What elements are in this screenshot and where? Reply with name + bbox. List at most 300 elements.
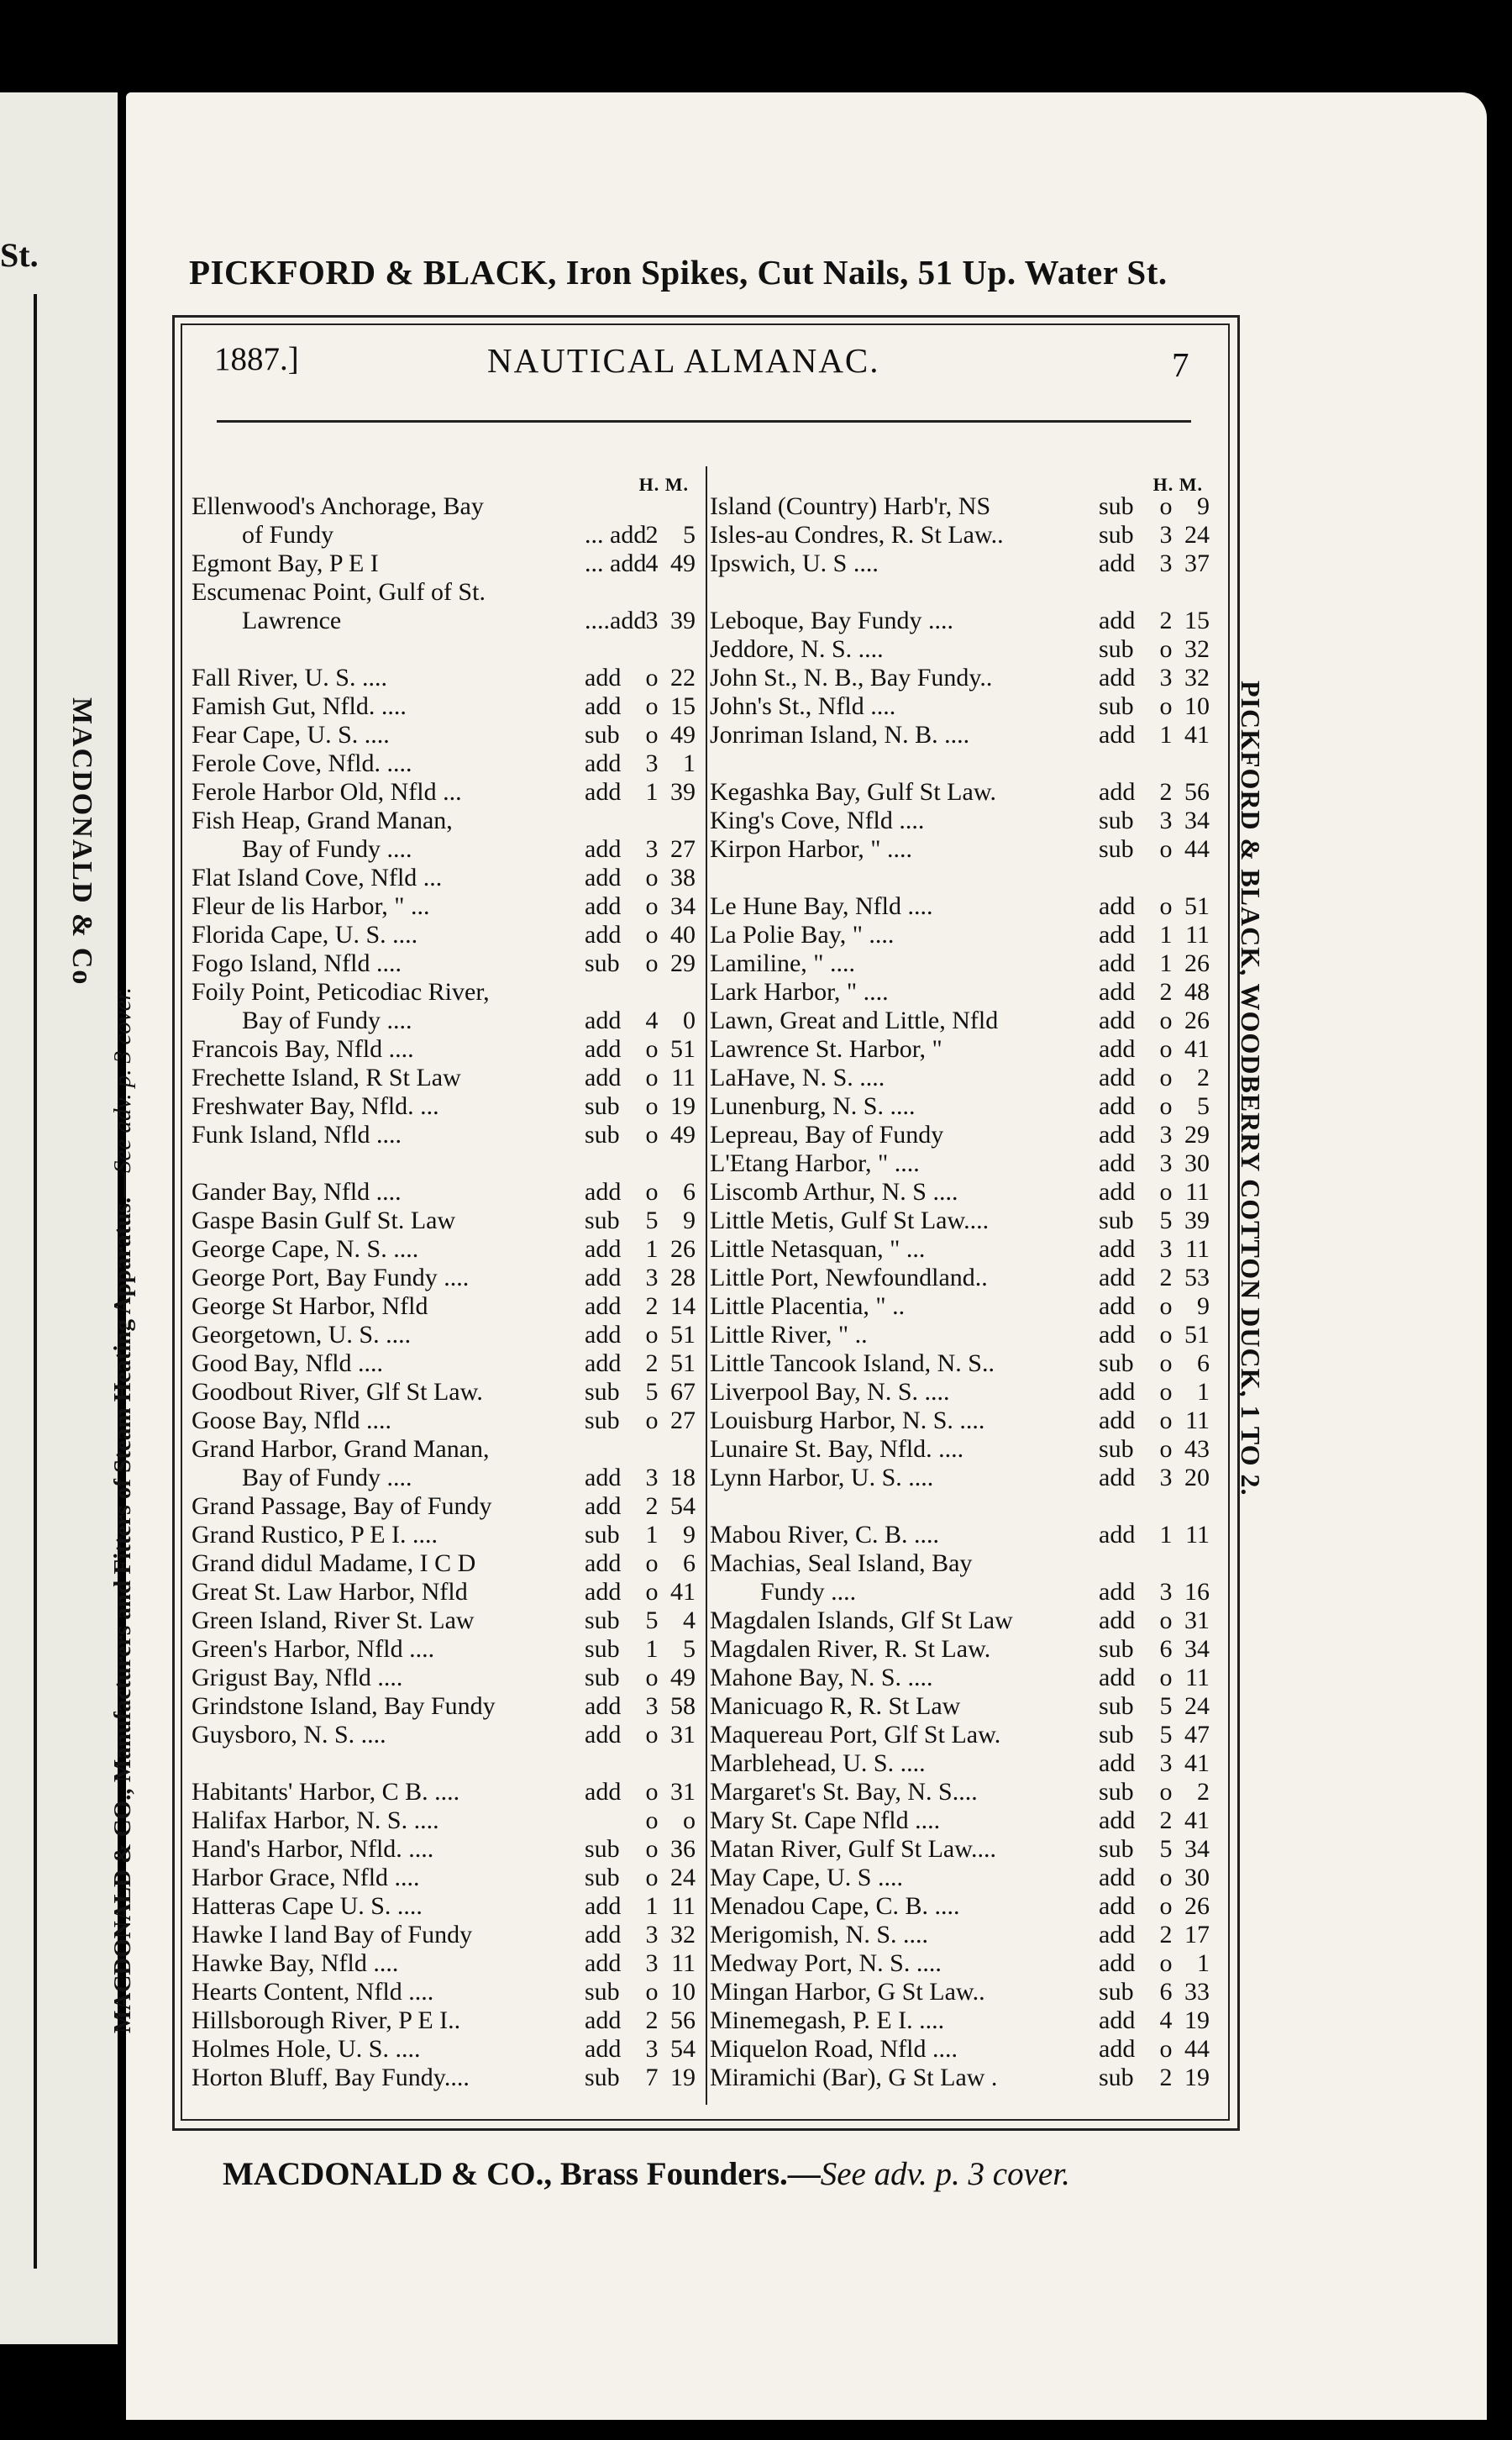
correction-sign: add (1099, 550, 1136, 577)
table-row (192, 578, 696, 607)
correction-sign: add (585, 692, 622, 720)
correction-sign: add (1099, 1664, 1136, 1691)
place-name: Miquelon Road, Nfld .... (710, 2035, 958, 2063)
table-row (192, 1778, 696, 1806)
minutes-value: 10 (670, 1978, 696, 2006)
correction-sign: add (585, 1892, 622, 1920)
table-row (192, 492, 696, 521)
correction-sign: add (585, 778, 622, 806)
table-row (710, 949, 1210, 978)
minutes-value: 27 (670, 1407, 696, 1434)
left-advertisement-text: MACDONALD & CO., Manufacturers and Fitters of Steam Heating Apparatus.— (109, 1172, 136, 2033)
minutes-value: 30 (1184, 1149, 1210, 1177)
correction-sign: ... add (585, 550, 647, 577)
correction-sign: add (1099, 978, 1136, 1006)
correction-sign: add (1099, 1521, 1136, 1549)
table-row (192, 2064, 696, 2092)
hours-value: 5 (645, 1607, 659, 1634)
hours-value: o (645, 1407, 659, 1434)
correction-sign: add (1099, 607, 1136, 634)
correction-sign: sub (585, 1207, 620, 1234)
table-row (192, 921, 696, 949)
table-row (192, 1607, 696, 1635)
place-name: Bay of Fundy .... (242, 1464, 412, 1491)
minutes-value: 11 (671, 1949, 696, 1977)
correction-sign: add (1099, 949, 1136, 977)
place-name: Goose Bay, Nfld .... (192, 1407, 392, 1434)
table-row (710, 2006, 1210, 2035)
correction-sign: add (1099, 664, 1136, 692)
table-row (192, 607, 696, 635)
correction-sign: sub (1099, 1435, 1134, 1463)
minutes-value: 39 (1184, 1207, 1210, 1234)
minutes-value: 54 (670, 1492, 696, 1520)
minutes-value: 56 (670, 2006, 696, 2034)
hours-value: o (645, 949, 659, 977)
correction-sign: add (585, 1721, 622, 1748)
correction-sign: sub (1099, 2064, 1134, 2091)
correction-sign: sub (1099, 1207, 1134, 1234)
table-row (710, 1578, 1210, 1607)
table-row (710, 550, 1210, 578)
hours-value: 3 (645, 1692, 659, 1720)
hours-value: 3 (645, 607, 659, 634)
table-row (192, 1349, 696, 1378)
table-row (192, 778, 696, 807)
table-row (710, 1607, 1210, 1635)
correction-sign: sub (585, 1835, 620, 1863)
table-row (710, 1207, 1210, 1235)
hours-value: 2 (1159, 1806, 1173, 1834)
page-number: 7 (1172, 345, 1189, 384)
hours-value: 6 (1159, 1635, 1173, 1663)
left-advertisement (109, 420, 137, 2033)
minutes-value: 26 (1184, 1892, 1210, 1920)
hours-value: o (645, 1121, 659, 1149)
place-name: Lunaire St. Bay, Nfld. .... (710, 1435, 964, 1463)
correction-sign: sub (1099, 1778, 1134, 1806)
hours-value (1154, 1549, 1178, 1578)
place-name: Maquereau Port, Glf St Law. (710, 1721, 1001, 1748)
correction-sign: add (585, 1549, 622, 1577)
minutes-value: 11 (1185, 1235, 1210, 1263)
place-name: Great St. Law Harbor, Nfld (192, 1578, 468, 1606)
place-name: Jeddore, N. S. .... (710, 635, 884, 663)
place-name: Mary St. Cape Nfld .... (710, 1806, 941, 1834)
correction-sign: add (1099, 2006, 1136, 2034)
place-name: LaHave, N. S. .... (710, 1064, 885, 1091)
hours-value: 3 (1159, 1235, 1173, 1263)
correction-sign: add (1099, 1949, 1136, 1977)
hours-value: 1 (645, 778, 659, 806)
table-row (710, 1949, 1210, 1978)
minutes-value: 0 (683, 1007, 696, 1034)
place-name: Kegashka Bay, Gulf St Law. (710, 778, 997, 806)
minutes-value: 49 (670, 1121, 696, 1149)
table-row (192, 1549, 696, 1578)
correction-sign: add (585, 1692, 622, 1720)
hours-value: 1 (645, 1521, 659, 1549)
table-row (710, 521, 1210, 550)
correction-sign (585, 978, 640, 1007)
table-row (710, 2035, 1210, 2064)
minutes-value: 51 (1184, 1321, 1210, 1349)
minutes-value: 22 (670, 664, 696, 692)
correction-sign: sub (585, 1521, 620, 1549)
correction-sign: add (1099, 1264, 1136, 1291)
hours-value: o (645, 1064, 659, 1091)
minutes-value: 18 (670, 1464, 696, 1491)
minutes-value: 11 (1185, 1664, 1210, 1691)
hours-value: 5 (1159, 1835, 1173, 1863)
table-row (710, 1178, 1210, 1207)
hours-value: o (1159, 692, 1173, 720)
minutes-value: 41 (1184, 1806, 1210, 1834)
correction-sign: add (585, 1035, 622, 1063)
correction-sign: add (585, 2035, 622, 2063)
correction-sign: add (585, 2006, 622, 2034)
correction-sign: add (585, 1778, 622, 1806)
correction-sign: add (1099, 1292, 1136, 1320)
table-row (710, 1407, 1210, 1435)
hours-value: 3 (645, 1264, 659, 1291)
correction-sign: add (585, 749, 622, 777)
place-name: Bay of Fundy .... (242, 1007, 412, 1034)
table-row (192, 521, 696, 550)
table-row (192, 807, 696, 835)
table-row (710, 1806, 1210, 1835)
minutes-value: 43 (1184, 1435, 1210, 1463)
table-row (710, 1549, 1210, 1578)
place-name: Guysboro, N. S. .... (192, 1721, 386, 1748)
correction-sign: sub (585, 1864, 620, 1891)
correction-sign: sub (1099, 692, 1134, 720)
correction-sign: add (1099, 1235, 1136, 1263)
place-name: Ferole Cove, Nfld. .... (192, 749, 412, 777)
table-row (710, 1064, 1210, 1092)
place-name: L'Etang Harbor, " .... (710, 1149, 920, 1177)
place-name: Kirpon Harbor, " .... (710, 835, 912, 863)
hours-value: o (645, 1806, 659, 1834)
minutes-value: 24 (1184, 521, 1210, 549)
correction-sign: sub (1099, 635, 1134, 663)
correction-sign: sub (585, 1607, 620, 1634)
right-column-rows (710, 492, 1210, 2092)
correction-sign: add (1099, 1064, 1136, 1091)
correction-sign: add (585, 1949, 622, 1977)
masthead-year: 1887.] (214, 341, 299, 377)
minutes-value: 40 (670, 921, 696, 949)
minutes-value: 51 (1184, 892, 1210, 920)
correction-sign: add (1099, 1407, 1136, 1434)
hours-value: o (1159, 1007, 1173, 1034)
table-row (710, 807, 1210, 835)
table-row (710, 978, 1210, 1007)
correction-sign: add (585, 1235, 622, 1263)
table-row (710, 1664, 1210, 1692)
table-row (192, 1635, 696, 1664)
place-name: Lepreau, Bay of Fundy (710, 1121, 944, 1149)
minutes-value: 32 (670, 1921, 696, 1948)
correction-sign: add (585, 1578, 622, 1606)
bottom-advertisement-ref: See adv. p. 3 cover. (820, 2156, 1070, 2192)
place-name: Jonriman Island, N. B. .... (710, 721, 970, 749)
correction-sign: sub (1099, 807, 1134, 834)
place-name: Grindstone Island, Bay Fundy (192, 1692, 496, 1720)
place-name: Magdalen River, R. St Law. (710, 1635, 991, 1663)
correction-sign: add (1099, 1806, 1136, 1834)
minutes-value: 44 (1184, 835, 1210, 863)
minutes-value: 19 (1184, 2064, 1210, 2091)
minutes-value: 51 (670, 1035, 696, 1063)
table-row (192, 1207, 696, 1235)
hours-value: o (1159, 2035, 1173, 2063)
minutes-value: 19 (1184, 2006, 1210, 2034)
minutes-value: 38 (670, 864, 696, 891)
table-row (710, 1864, 1210, 1892)
section-gap (710, 864, 1210, 892)
correction-sign: add (585, 1007, 622, 1034)
minutes-value: o (683, 1806, 696, 1834)
correction-sign (585, 1435, 640, 1464)
table-row (192, 835, 696, 864)
table-row (710, 921, 1210, 949)
minutes-value: 24 (1184, 1692, 1210, 1720)
place-name: Gaspe Basin Gulf St. Law (192, 1207, 456, 1234)
hours-value: 2 (1159, 1264, 1173, 1291)
hours-value: 3 (1159, 1578, 1173, 1606)
place-name: Fall River, U. S. .... (192, 664, 387, 692)
table-row (192, 864, 696, 892)
correction-sign: add (1099, 1892, 1136, 1920)
place-name: Fundy .... (760, 1578, 857, 1606)
table-row (192, 1035, 696, 1064)
minutes-value: 49 (670, 721, 696, 749)
masthead-title: NAUTICAL ALMANAC. (487, 341, 880, 380)
minutes-value: 1 (683, 749, 696, 777)
minutes-value: 41 (1184, 721, 1210, 749)
hours-value: 2 (645, 1349, 659, 1377)
minutes-value: 31 (670, 1778, 696, 1806)
table-row (192, 892, 696, 921)
place-name: Hearts Content, Nfld .... (192, 1978, 434, 2006)
place-name: Fear Cape, U. S. .... (192, 721, 390, 749)
minutes-value: 51 (670, 1349, 696, 1377)
place-name: Marblehead, U. S. .... (710, 1749, 926, 1777)
minutes-value: 34 (670, 892, 696, 920)
right-column (710, 471, 1210, 2092)
correction-sign: add (1099, 1149, 1136, 1177)
place-name: Miramichi (Bar), G St Law . (710, 2064, 998, 2091)
place-name: Francois Bay, Nfld .... (192, 1035, 414, 1063)
hours-value: o (645, 1778, 659, 1806)
table-row (192, 1292, 696, 1321)
minutes-value: 44 (1184, 2035, 1210, 2063)
hours-value: o (1159, 492, 1173, 520)
minutes-value: 47 (1184, 1721, 1210, 1748)
minutes-value: 56 (1184, 778, 1210, 806)
hours-value: 5 (645, 1378, 659, 1406)
place-name: Mabou River, C. B. .... (710, 1521, 939, 1549)
section-gap (710, 578, 1210, 607)
place-name: Halifax Harbor, N. S. .... (192, 1806, 439, 1834)
hours-value: o (645, 1835, 659, 1863)
place-name: Fogo Island, Nfld .... (192, 949, 402, 977)
hours-value: 3 (645, 749, 659, 777)
hours-value: 3 (645, 835, 659, 863)
hours-value: 6 (1159, 1978, 1173, 2006)
correction-sign: add (1099, 1378, 1136, 1406)
correction-sign: sub (1099, 1349, 1134, 1377)
table-row (192, 1892, 696, 1921)
hours-value: o (1159, 1349, 1173, 1377)
hours-value: o (645, 864, 659, 891)
hours-value: o (1159, 1607, 1173, 1634)
table-row (710, 692, 1210, 721)
place-name: Menadou Cape, C. B. .... (710, 1892, 960, 1920)
minutes-value: 39 (670, 607, 696, 634)
table-row (192, 664, 696, 692)
left-advertisement-ref: See adv. p. 3 cover. (109, 987, 136, 1173)
correction-sign: add (585, 1321, 622, 1349)
place-name: Island (Country) Harb'r, NS (710, 492, 991, 520)
hours-value: 3 (1159, 521, 1173, 549)
previous-page-fragment: St. (0, 236, 39, 274)
top-advertisement: PICKFORD & BLACK, Iron Spikes, Cut Nails, 51 Up. Water St. (189, 253, 1168, 292)
correction-sign: add (1099, 892, 1136, 920)
correction-sign: sub (585, 949, 620, 977)
table-row (710, 892, 1210, 921)
correction-sign: add (1099, 1007, 1136, 1034)
correction-sign: sub (585, 1635, 620, 1663)
hours-value: 1 (645, 1235, 659, 1263)
hours-value: 5 (1159, 1692, 1173, 1720)
minutes-value (1178, 1549, 1210, 1578)
hours-value: 2 (1159, 778, 1173, 806)
table-row (192, 1692, 696, 1721)
table-row (710, 664, 1210, 692)
hours-value: 1 (1159, 921, 1173, 949)
minutes-value: 1 (1197, 1378, 1210, 1406)
correction-sign: ... add (585, 521, 647, 549)
place-name: Habitants' Harbor, C B. .... (192, 1778, 460, 1806)
hours-value: o (645, 1978, 659, 2006)
place-name: Machias, Seal Island, Bay (710, 1549, 973, 1577)
hours-value: 2 (645, 1492, 659, 1520)
hours-value: 4 (1159, 2006, 1173, 2034)
table-row (192, 1378, 696, 1407)
place-name: Horton Bluff, Bay Fundy.... (192, 2064, 470, 2091)
minutes-value: 32 (1184, 635, 1210, 663)
hours-value: o (645, 892, 659, 920)
minutes-value: 67 (670, 1378, 696, 1406)
hours-value (640, 578, 664, 607)
place-name: Good Bay, Nfld .... (192, 1349, 384, 1377)
table-row (710, 1235, 1210, 1264)
minutes-value: 5 (1197, 1092, 1210, 1120)
place-name: Georgetown, U. S. .... (192, 1321, 412, 1349)
minutes-value: 6 (683, 1178, 696, 1206)
correction-sign: ....add (585, 607, 647, 634)
place-name: Grand Rustico, P E I. .... (192, 1521, 438, 1549)
minutes-value: 37 (1184, 550, 1210, 577)
place-name: Lynn Harbor, U. S. .... (710, 1464, 934, 1491)
table-row (710, 635, 1210, 664)
table-row (192, 1835, 696, 1864)
hours-value: 2 (645, 2006, 659, 2034)
hours-value (640, 1435, 664, 1464)
table-row (192, 1064, 696, 1092)
minutes-value (664, 1435, 696, 1464)
table-row (192, 721, 696, 749)
place-name: Little Placentia, " .. (710, 1292, 906, 1320)
table-row (710, 1378, 1210, 1407)
minutes-value: 58 (670, 1692, 696, 1720)
correction-sign: add (585, 864, 622, 891)
hours-value: 7 (645, 2064, 659, 2091)
place-name: Leboque, Bay Fundy .... (710, 607, 953, 634)
minutes-value: 9 (683, 1207, 696, 1234)
table-row (192, 550, 696, 578)
hours-value: o (645, 664, 659, 692)
correction-sign (585, 807, 640, 835)
table-row (192, 1921, 696, 1949)
hours-value (640, 492, 664, 521)
table-row (710, 1749, 1210, 1778)
previous-page-edge (0, 92, 118, 2344)
place-name: Hand's Harbor, Nfld. .... (192, 1835, 434, 1863)
table-row (710, 1778, 1210, 1806)
correction-sign: add (585, 835, 622, 863)
minutes-value: 41 (670, 1578, 696, 1606)
correction-sign: add (1099, 1578, 1136, 1606)
hours-value: 2 (645, 521, 659, 549)
minutes-value: 26 (1184, 1007, 1210, 1034)
table-row (192, 1321, 696, 1349)
correction-sign: add (1099, 2035, 1136, 2063)
minutes-value: 53 (1184, 1264, 1210, 1291)
table-row (192, 949, 696, 978)
hours-value: o (1159, 1092, 1173, 1120)
place-name: Ferole Harbor Old, Nfld ... (192, 778, 462, 806)
correction-sign: add (1099, 921, 1136, 949)
correction-sign: add (1099, 1178, 1136, 1206)
place-name: Lamiline, " .... (710, 949, 856, 977)
correction-sign: add (1099, 1321, 1136, 1349)
correction-sign: sub (1099, 835, 1134, 863)
minutes-value: 34 (1184, 1835, 1210, 1863)
minutes-value: 17 (1184, 1921, 1210, 1948)
table-row (710, 835, 1210, 864)
table-row (192, 1121, 696, 1149)
minutes-value: 9 (683, 1521, 696, 1549)
minutes-value: 15 (670, 692, 696, 720)
minutes-value: 4 (683, 1607, 696, 1634)
minutes-value: 31 (1184, 1607, 1210, 1634)
section-gap (192, 1149, 696, 1178)
hours-value: o (645, 921, 659, 949)
table-row (192, 1407, 696, 1435)
table-row (710, 1978, 1210, 2006)
correction-sign: add (585, 1178, 622, 1206)
hours-value: 3 (1159, 1149, 1173, 1177)
table-row (192, 1264, 696, 1292)
place-name: Ipswich, U. S .... (710, 550, 879, 577)
correction-sign: sub (1099, 1692, 1134, 1720)
place-name: Holmes Hole, U. S. .... (192, 2035, 421, 2063)
hours-value: 3 (645, 1921, 659, 1948)
correction-sign (1099, 1549, 1154, 1578)
